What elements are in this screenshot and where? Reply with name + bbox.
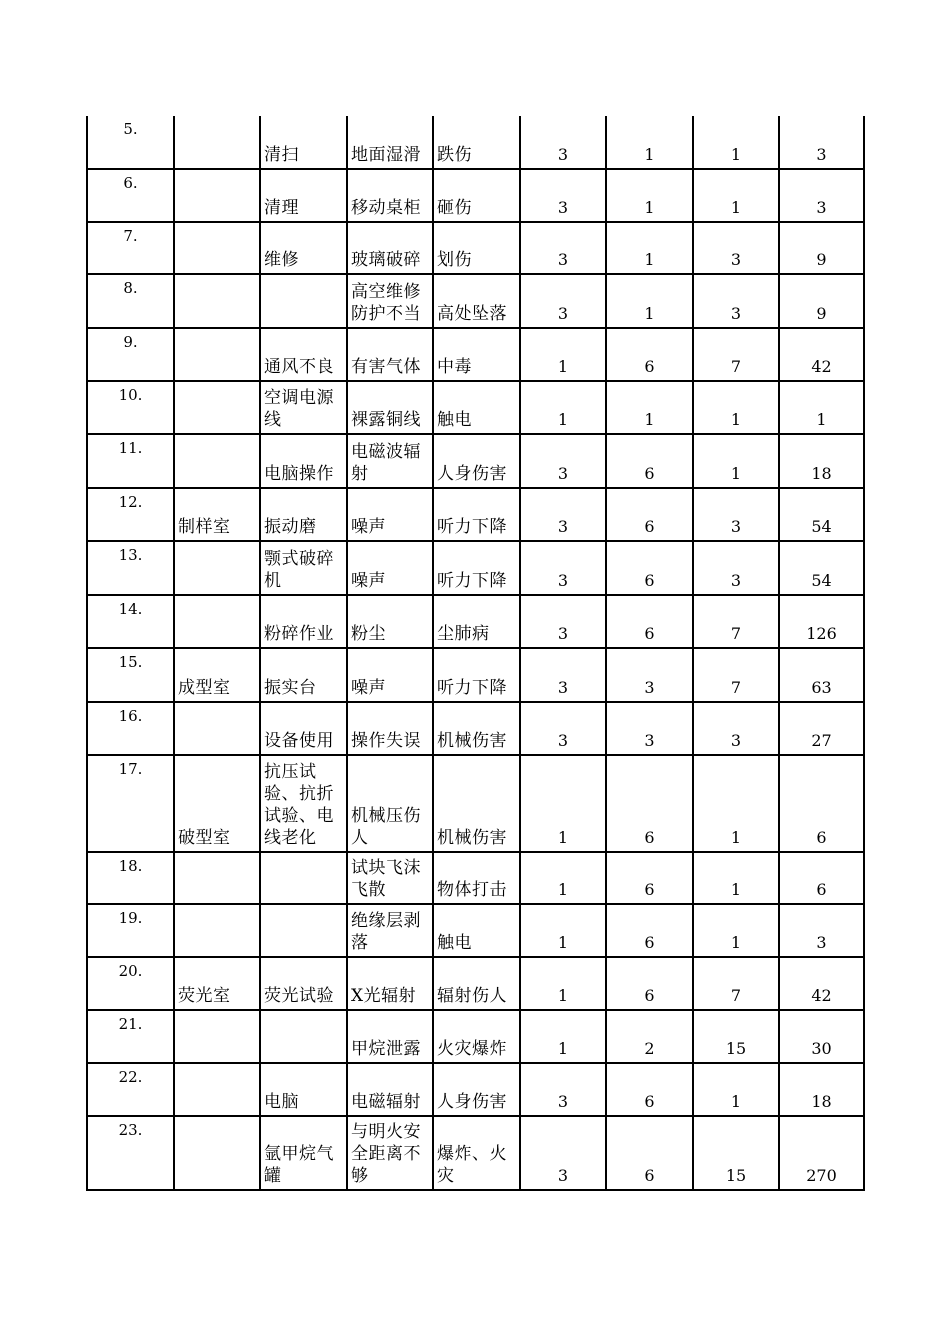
exposure-value: 6 bbox=[606, 957, 693, 1010]
row-number: 7. bbox=[87, 222, 174, 274]
consequence-cell: 触电 bbox=[433, 381, 520, 434]
activity-cell bbox=[260, 274, 347, 328]
table-row bbox=[87, 488, 864, 541]
activity-cell: 抗压试验、抗折试验、电线老化 bbox=[260, 755, 347, 852]
risk-value: 63 bbox=[779, 648, 864, 702]
consequence-score: 7 bbox=[693, 648, 779, 702]
row-number: 11. bbox=[87, 434, 174, 488]
risk-value: 42 bbox=[779, 328, 864, 381]
row-number: 15. bbox=[87, 648, 174, 702]
hazard-cell: 电磁辐射 bbox=[347, 1063, 433, 1116]
exposure-value: 6 bbox=[606, 904, 693, 957]
risk-value: 9 bbox=[779, 222, 864, 274]
likelihood-value: 3 bbox=[520, 541, 606, 595]
consequence-score: 1 bbox=[693, 1063, 779, 1116]
row-number: 19. bbox=[87, 904, 174, 957]
consequence-cell: 人身伤害 bbox=[433, 1063, 520, 1116]
row-number: 10. bbox=[87, 381, 174, 434]
consequence-cell: 机械伤害 bbox=[433, 702, 520, 755]
table-row bbox=[87, 381, 864, 434]
table-row bbox=[87, 702, 864, 755]
risk-value: 270 bbox=[779, 1116, 864, 1190]
activity-cell: 振实台 bbox=[260, 648, 347, 702]
activity-cell: 振动磨 bbox=[260, 488, 347, 541]
hazard-cell: 粉尘 bbox=[347, 595, 433, 648]
exposure-value: 6 bbox=[606, 852, 693, 904]
consequence-score: 7 bbox=[693, 595, 779, 648]
row-number: 8. bbox=[87, 274, 174, 328]
row-number: 21. bbox=[87, 1010, 174, 1063]
row-number: 22. bbox=[87, 1063, 174, 1116]
exposure-value: 6 bbox=[606, 328, 693, 381]
consequence-cell: 划伤 bbox=[433, 222, 520, 274]
table-row bbox=[87, 595, 864, 648]
hazard-cell: 机械压伤人 bbox=[347, 755, 433, 852]
location-cell: 破型室 bbox=[174, 755, 260, 852]
table-row bbox=[87, 328, 864, 381]
exposure-value: 2 bbox=[606, 1010, 693, 1063]
activity-cell: 电脑操作 bbox=[260, 434, 347, 488]
hazard-cell: 试块飞沫飞散 bbox=[347, 852, 433, 904]
hazard-cell: 操作失误 bbox=[347, 702, 433, 755]
risk-value: 54 bbox=[779, 541, 864, 595]
likelihood-value: 1 bbox=[520, 852, 606, 904]
row-number: 20. bbox=[87, 957, 174, 1010]
table-row bbox=[87, 957, 864, 1010]
consequence-score: 1 bbox=[693, 852, 779, 904]
likelihood-value: 3 bbox=[520, 434, 606, 488]
table-row bbox=[87, 1116, 864, 1190]
activity-cell: 设备使用 bbox=[260, 702, 347, 755]
exposure-value: 1 bbox=[606, 169, 693, 222]
hazard-cell: 噪声 bbox=[347, 488, 433, 541]
consequence-score: 15 bbox=[693, 1010, 779, 1063]
consequence-cell: 机械伤害 bbox=[433, 755, 520, 852]
activity-cell: 清理 bbox=[260, 169, 347, 222]
consequence-cell: 爆炸、火灾 bbox=[433, 1116, 520, 1190]
hazard-cell: 有害气体 bbox=[347, 328, 433, 381]
table-body bbox=[87, 116, 864, 1190]
exposure-value: 6 bbox=[606, 755, 693, 852]
exposure-value: 6 bbox=[606, 541, 693, 595]
exposure-value: 1 bbox=[606, 116, 693, 169]
consequence-cell: 物体打击 bbox=[433, 852, 520, 904]
row-number: 23. bbox=[87, 1116, 174, 1190]
location-cell bbox=[174, 1063, 260, 1116]
consequence-score: 3 bbox=[693, 541, 779, 595]
consequence-cell: 听力下降 bbox=[433, 648, 520, 702]
consequence-cell: 火灾爆炸 bbox=[433, 1010, 520, 1063]
activity-cell: 颚式破碎机 bbox=[260, 541, 347, 595]
exposure-value: 1 bbox=[606, 274, 693, 328]
risk-value: 9 bbox=[779, 274, 864, 328]
risk-value: 42 bbox=[779, 957, 864, 1010]
activity-cell bbox=[260, 904, 347, 957]
activity-cell: 空调电源线 bbox=[260, 381, 347, 434]
location-cell bbox=[174, 116, 260, 169]
table-row bbox=[87, 169, 864, 222]
exposure-value: 6 bbox=[606, 488, 693, 541]
consequence-score: 1 bbox=[693, 755, 779, 852]
location-cell bbox=[174, 702, 260, 755]
hazard-cell: 绝缘层剥落 bbox=[347, 904, 433, 957]
consequence-cell: 跌伤 bbox=[433, 116, 520, 169]
row-number: 17. bbox=[87, 755, 174, 852]
likelihood-value: 1 bbox=[520, 1010, 606, 1063]
consequence-cell: 中毒 bbox=[433, 328, 520, 381]
exposure-value: 1 bbox=[606, 222, 693, 274]
likelihood-value: 1 bbox=[520, 381, 606, 434]
exposure-value: 3 bbox=[606, 702, 693, 755]
row-number: 9. bbox=[87, 328, 174, 381]
consequence-cell: 听力下降 bbox=[433, 541, 520, 595]
location-cell bbox=[174, 595, 260, 648]
hazard-cell: 噪声 bbox=[347, 541, 433, 595]
likelihood-value: 3 bbox=[520, 169, 606, 222]
likelihood-value: 3 bbox=[520, 702, 606, 755]
hazard-cell: 地面湿滑 bbox=[347, 116, 433, 169]
consequence-score: 3 bbox=[693, 274, 779, 328]
consequence-score: 1 bbox=[693, 434, 779, 488]
consequence-score: 3 bbox=[693, 488, 779, 541]
activity-cell: 荧光试验 bbox=[260, 957, 347, 1010]
likelihood-value: 3 bbox=[520, 116, 606, 169]
risk-value: 3 bbox=[779, 904, 864, 957]
risk-value: 6 bbox=[779, 755, 864, 852]
table-row bbox=[87, 434, 864, 488]
exposure-value: 6 bbox=[606, 1116, 693, 1190]
risk-value: 54 bbox=[779, 488, 864, 541]
exposure-value: 3 bbox=[606, 648, 693, 702]
table-row bbox=[87, 904, 864, 957]
location-cell bbox=[174, 169, 260, 222]
exposure-value: 1 bbox=[606, 381, 693, 434]
likelihood-value: 3 bbox=[520, 222, 606, 274]
hazard-cell: 甲烷泄露 bbox=[347, 1010, 433, 1063]
hazard-cell: 玻璃破碎 bbox=[347, 222, 433, 274]
table-row bbox=[87, 1010, 864, 1063]
row-number: 12. bbox=[87, 488, 174, 541]
consequence-cell: 砸伤 bbox=[433, 169, 520, 222]
likelihood-value: 1 bbox=[520, 957, 606, 1010]
likelihood-value: 3 bbox=[520, 274, 606, 328]
consequence-score: 7 bbox=[693, 328, 779, 381]
exposure-value: 6 bbox=[606, 1063, 693, 1116]
activity-cell: 清扫 bbox=[260, 116, 347, 169]
exposure-value: 6 bbox=[606, 595, 693, 648]
consequence-cell: 听力下降 bbox=[433, 488, 520, 541]
activity-cell: 粉碎作业 bbox=[260, 595, 347, 648]
risk-value: 1 bbox=[779, 381, 864, 434]
table-row bbox=[87, 222, 864, 274]
risk-assessment-table bbox=[86, 116, 865, 1191]
likelihood-value: 3 bbox=[520, 595, 606, 648]
table-row bbox=[87, 116, 864, 169]
hazard-cell: 与明火安全距离不够 bbox=[347, 1116, 433, 1190]
table-row bbox=[87, 755, 864, 852]
activity-cell bbox=[260, 852, 347, 904]
hazard-cell: 噪声 bbox=[347, 648, 433, 702]
location-cell bbox=[174, 1116, 260, 1190]
exposure-value: 6 bbox=[606, 434, 693, 488]
likelihood-value: 1 bbox=[520, 328, 606, 381]
likelihood-value: 3 bbox=[520, 648, 606, 702]
hazard-cell: 移动桌柜 bbox=[347, 169, 433, 222]
table-row bbox=[87, 274, 864, 328]
row-number: 6. bbox=[87, 169, 174, 222]
location-cell bbox=[174, 222, 260, 274]
risk-value: 27 bbox=[779, 702, 864, 755]
table-row bbox=[87, 852, 864, 904]
consequence-cell: 高处坠落 bbox=[433, 274, 520, 328]
consequence-cell: 人身伤害 bbox=[433, 434, 520, 488]
consequence-score: 1 bbox=[693, 381, 779, 434]
location-cell bbox=[174, 852, 260, 904]
hazard-cell: 电磁波辐射 bbox=[347, 434, 433, 488]
table-row bbox=[87, 648, 864, 702]
location-cell bbox=[174, 1010, 260, 1063]
row-number: 18. bbox=[87, 852, 174, 904]
risk-value: 30 bbox=[779, 1010, 864, 1063]
row-number: 13. bbox=[87, 541, 174, 595]
consequence-score: 1 bbox=[693, 169, 779, 222]
risk-value: 18 bbox=[779, 1063, 864, 1116]
location-cell bbox=[174, 434, 260, 488]
consequence-score: 3 bbox=[693, 702, 779, 755]
activity-cell: 通风不良 bbox=[260, 328, 347, 381]
likelihood-value: 1 bbox=[520, 904, 606, 957]
consequence-score: 15 bbox=[693, 1116, 779, 1190]
consequence-cell: 尘肺病 bbox=[433, 595, 520, 648]
location-cell: 荧光室 bbox=[174, 957, 260, 1010]
consequence-score: 7 bbox=[693, 957, 779, 1010]
risk-value: 18 bbox=[779, 434, 864, 488]
risk-value: 3 bbox=[779, 169, 864, 222]
location-cell bbox=[174, 274, 260, 328]
location-cell bbox=[174, 381, 260, 434]
table-row bbox=[87, 1063, 864, 1116]
location-cell bbox=[174, 328, 260, 381]
likelihood-value: 3 bbox=[520, 1116, 606, 1190]
consequence-cell: 辐射伤人 bbox=[433, 957, 520, 1010]
location-cell: 成型室 bbox=[174, 648, 260, 702]
hazard-cell: X光辐射 bbox=[347, 957, 433, 1010]
row-number: 5. bbox=[87, 116, 174, 169]
activity-cell: 维修 bbox=[260, 222, 347, 274]
activity-cell bbox=[260, 1010, 347, 1063]
risk-value: 3 bbox=[779, 116, 864, 169]
location-cell bbox=[174, 904, 260, 957]
consequence-score: 3 bbox=[693, 222, 779, 274]
consequence-score: 1 bbox=[693, 116, 779, 169]
hazard-cell: 裸露铜线 bbox=[347, 381, 433, 434]
hazard-cell: 高空维修防护不当 bbox=[347, 274, 433, 328]
activity-cell: 氩甲烷气罐 bbox=[260, 1116, 347, 1190]
likelihood-value: 3 bbox=[520, 488, 606, 541]
risk-value: 126 bbox=[779, 595, 864, 648]
location-cell bbox=[174, 541, 260, 595]
likelihood-value: 1 bbox=[520, 755, 606, 852]
risk-value: 6 bbox=[779, 852, 864, 904]
row-number: 16. bbox=[87, 702, 174, 755]
activity-cell: 电脑 bbox=[260, 1063, 347, 1116]
row-number: 14. bbox=[87, 595, 174, 648]
location-cell: 制样室 bbox=[174, 488, 260, 541]
likelihood-value: 3 bbox=[520, 1063, 606, 1116]
table-row bbox=[87, 541, 864, 595]
consequence-cell: 触电 bbox=[433, 904, 520, 957]
consequence-score: 1 bbox=[693, 904, 779, 957]
